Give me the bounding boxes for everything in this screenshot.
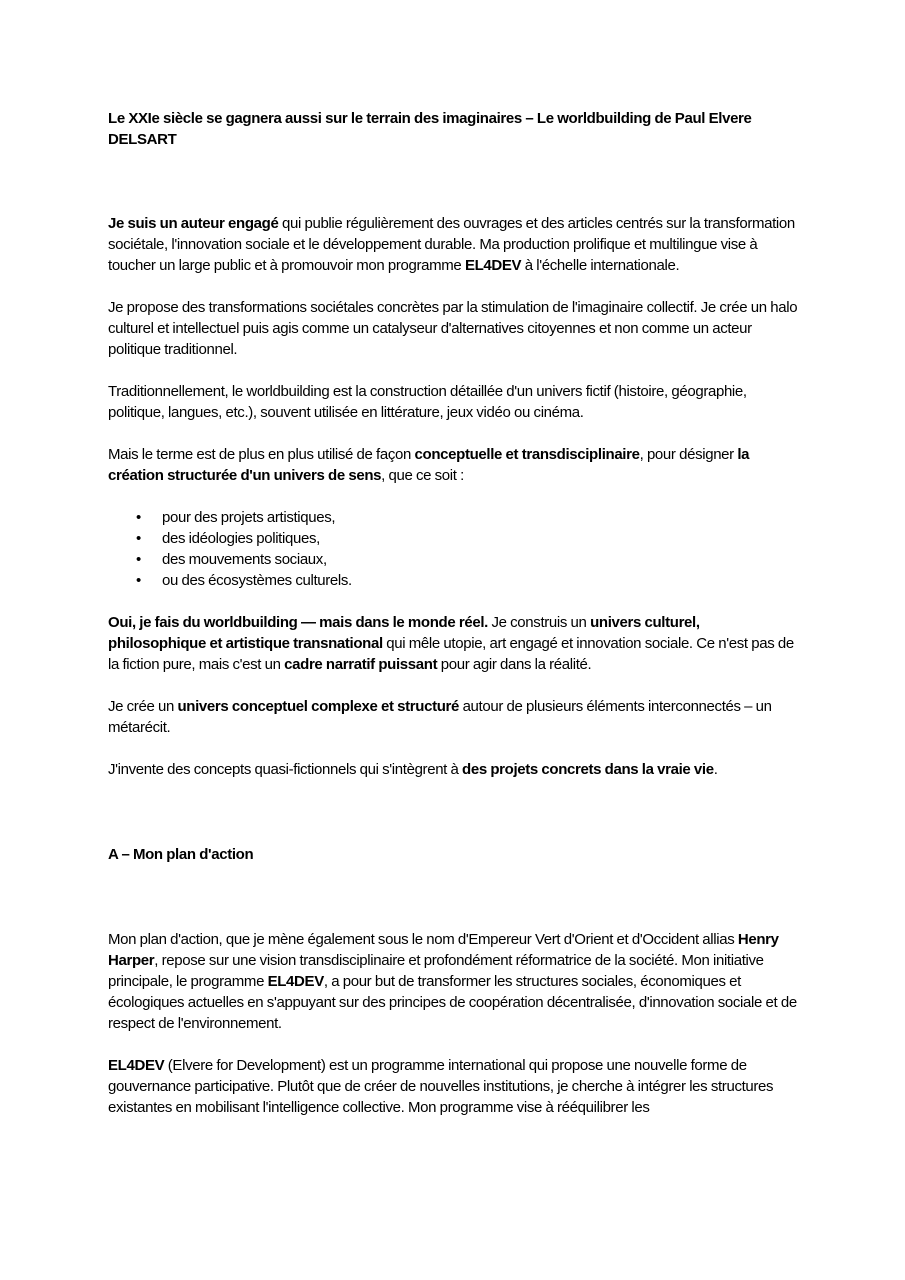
list-item: • des mouvements sociaux, [136,551,327,568]
paragraph-el4dev: EL4DEV (Elvere for Development) est un programme international qui propose une nouvelle forme de gouvernance participative. Plutôt que de créer de nouvelles institutions, je cherche à intégrer les structures existantes en mobilisant l'intelligence collective. Mon programme vise à rééquilibrer les [108,1057,774,1116]
paragraph-action-plan: Mon plan d'action, que je mène également sous le nom d'Empereur Vert d'Orient et d'Occident allias Henry Harper, repose sur une vision transdisciplinaire et profondément réformatrice de la société. Mon initiative principale, le programme EL4DEV, a pour but de transformer les structures sociales, économiques et écologiques actuelles en s'appuyant sur des principes de coopération décentralisée, d'innovation sociale et de respect de l'environnement. [108,931,797,1032]
paragraph-proposal: Je propose des transformations sociétales concrètes par la stimulation de l'imaginaire collectif. Je crée un halo culturel et intellectuel puis agis comme un catalyseur d'alternatives citoyennes et non comme un acteur politique traditionnel. [108,299,798,358]
bold-phrase: Oui, je fais du worldbuilding — mais dans le monde réel. [108,614,488,631]
bold-phrase: cadre narratif puissant [284,656,438,673]
bold-program-name: EL4DEV [464,257,522,274]
bold-phrase: univers culturel, philosophique et artistique transnational [108,614,700,652]
bullet-icon: • [136,530,141,547]
bold-program-name: EL4DEV [108,1057,165,1074]
bold-name: Henry Harper [108,931,779,969]
bold-phrase: la création structurée d'un univers de sens [108,446,750,484]
bold-phrase: univers conceptuel complexe et structuré [177,698,460,715]
paragraph-intro: Je suis un auteur engagé qui publie régulièrement des ouvrages et des articles centrés sur la transformation sociétale, l'innovation sociale et le développement durable. Ma production prolifique et multilingue vise à toucher un large public et à promouvoir mon programme EL4DEV à l'échelle internationale. [108,215,795,274]
paragraph-traditional-worldbuilding: Traditionnellement, le worldbuilding est la construction détaillée d'un univers fictif (histoire, géographie, politique, langues, etc.), souvent utilisée en littérature, jeux vidéo ou cinéma. [108,383,747,421]
paragraph-concept: Mais le terme est de plus en plus utilisé de façon conceptuelle et transdisciplinaire, pour désigner la création structurée d'un univers de sens, que ce soit : [108,446,750,484]
list-item: • ou des écosystèmes culturels. [136,572,352,589]
bullet-icon: • [136,509,141,526]
document-body [108,108,798,1118]
paragraph-real-world: Oui, je fais du worldbuilding — mais dans le monde réel. Je construis un univers culturel, philosophique et artistique transnational qui mêle utopie, art engagé et innovation sociale. Ce n'est pas de la fiction pure, mais c'est un cadre narratif puissant pour agir dans la réalité. [108,614,794,673]
bullet-icon: • [136,572,141,589]
bold-phrase: des projets concrets dans la vraie vie [462,761,714,778]
bullet-icon: • [136,551,141,568]
paragraph-metanarrative: Je crée un univers conceptuel complexe et structuré autour de plusieurs éléments interconnectés – un métarécit. [108,698,772,736]
list-item: • des idéologies politiques, [136,530,320,547]
bold-program-name: EL4DEV [267,973,324,990]
bold-phrase: conceptuelle et transdisciplinaire [414,446,640,463]
section-heading: A – Mon plan d'action [108,846,254,863]
bullet-list [108,507,798,591]
bold-phrase: Je suis un auteur engagé [108,215,279,232]
paragraph-concepts: J'invente des concepts quasi-fictionnels qui s'intègrent à des projets concrets dans la vraie vie. [108,761,718,778]
list-item: • pour des projets artistiques, [136,509,336,526]
document-title: Le XXIe siècle se gagnera aussi sur le terrain des imaginaires – Le worldbuilding de Paul Elvere DELSART [108,110,752,148]
